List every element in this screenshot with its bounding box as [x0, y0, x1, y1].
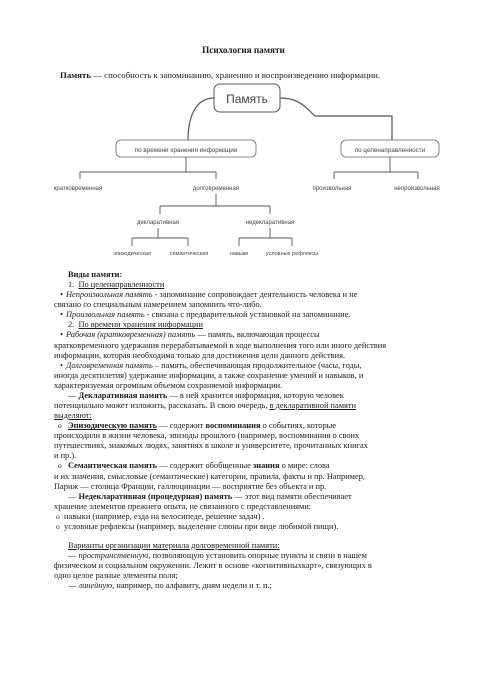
long-term-cont2: характеризуемая огромным объемом сохраняемой информации. [54, 380, 283, 390]
diagram-involuntary-label: произвольная [312, 186, 352, 192]
definition-term: Память [60, 70, 91, 80]
list-item-1: 1. По целенаправленности [68, 280, 165, 290]
document-body [54, 270, 440, 591]
semantic-cont: и их значения, смысловые (семантические) категории, правила, факты и пр. Например, [54, 471, 365, 481]
diagram-long-term-label: долговременная [192, 186, 240, 192]
diagram-voluntary-label: непроизвольная [394, 186, 440, 192]
working-memory-cont: кратковременного удержания перерабатываемой в ходе выполнения того или иного действия [54, 340, 387, 350]
spatial-variant-cont2: одно целое разные элементы поля; [54, 571, 178, 581]
involuntary-item-cont: связано со специальным намерением запомнить что-либо. [54, 300, 262, 310]
episodic-item: o Эпизодическую память — содержит воспоминания о событиях, которые [54, 421, 440, 431]
definition-text: — способность к запоминанию, хранению и воспроизведению информации. [90, 70, 381, 80]
diagram-root-label: Память [226, 92, 268, 106]
episodic-cont3: и пр.). [54, 451, 77, 461]
working-memory-cont2: информации, которая необходима только для достижения цели данного действия. [54, 350, 346, 360]
types-header: Виды памяти: [68, 270, 123, 279]
episodic-cont: происходили в жизни человека, эпизоды прошлого (например, воспоминания о своих [54, 431, 360, 441]
skills-item: o навыки (например, езда на велосипеде, решение задач) . [64, 512, 440, 522]
variants-header: Варианты организации материала долговременной памяти: [68, 541, 280, 551]
list-item-1-label: По целенаправленности [78, 280, 165, 290]
linear-variant: — линейную, например, по алфавиту, дням недели и т. п.; [68, 581, 272, 591]
reflexes-item: o условные рефлексы (например, выделение слюны при виде любимой пищи). [64, 522, 440, 532]
long-term-item: • Долговременная память – память, обеспечивающая продолжительное (часы, годы, [54, 361, 440, 371]
declarative-item: — Декларативная память — в ней хранится информация, которую человек [68, 390, 344, 400]
involuntary-item: • Непроизвольная память - запоминание сопровождает деятельность человека и не [54, 290, 440, 300]
long-term-cont: иногда десятилетия) удержание информации, а также сохранение умений и навыков, и [54, 370, 364, 380]
diagram-right-branch-label: по целенаправленности [354, 147, 426, 154]
list-item-2-label: По времени хранения информации [78, 320, 203, 330]
diagram-episodic-label: эпизодическая [113, 251, 151, 257]
diagram-nondeclarative-label: недекларативная [245, 220, 295, 226]
diagram-semantic-label: семантическая [169, 251, 209, 257]
spatial-variant: — пространственную, позволяющую установить опорные пункты и связи в нашем [68, 551, 367, 561]
declarative-cont2: выделяют: [54, 411, 92, 421]
working-memory-item: • Рабочая (кратковременная) память — память, включающая процессы [54, 330, 440, 340]
list-item-2: 2. По времени хранения информации [68, 320, 203, 330]
nondeclarative-item: — Недекларативная (процедурная) память — этот вид памяти обеспечивает [68, 491, 352, 501]
diagram-left-branch-label: по времени хранения информации [134, 147, 238, 154]
diagram-reflexes-label: условные рефлексы [265, 251, 319, 257]
diagram-declarative-label: декларативная [136, 220, 180, 226]
semantic-cont2: Париж — столица Франции, галлюцинации — восприятие без объекта и пр. [54, 481, 327, 491]
nondeclarative-cont: хранение элементов прежнего опыта, не связанного с представлениями: [54, 501, 312, 511]
declarative-cont: потенциально может изложить, рассказать. В свою очередь, в декларативной памяти [54, 401, 357, 411]
diagram-short-term-label: кратковременная [53, 186, 103, 192]
spatial-variant-cont: физическом и социальном окружении. Лежит в основе «когнитивныхкарт», связующих в [54, 561, 372, 571]
page-title: Психология памяти [202, 45, 285, 55]
memory-classification-diagram [0, 78, 487, 268]
diagram-skills-label: навыки [229, 251, 249, 257]
episodic-cont2: путешествиях, знакомых людях, занятиях в школе и университете, прочитанных книгах [54, 441, 368, 451]
voluntary-item: • Произвольная память - связана с предварительной установкой на запоминание. [54, 310, 440, 320]
semantic-item: o Семантическая память — содержит обобщенные знания о мире: слова [54, 461, 440, 471]
